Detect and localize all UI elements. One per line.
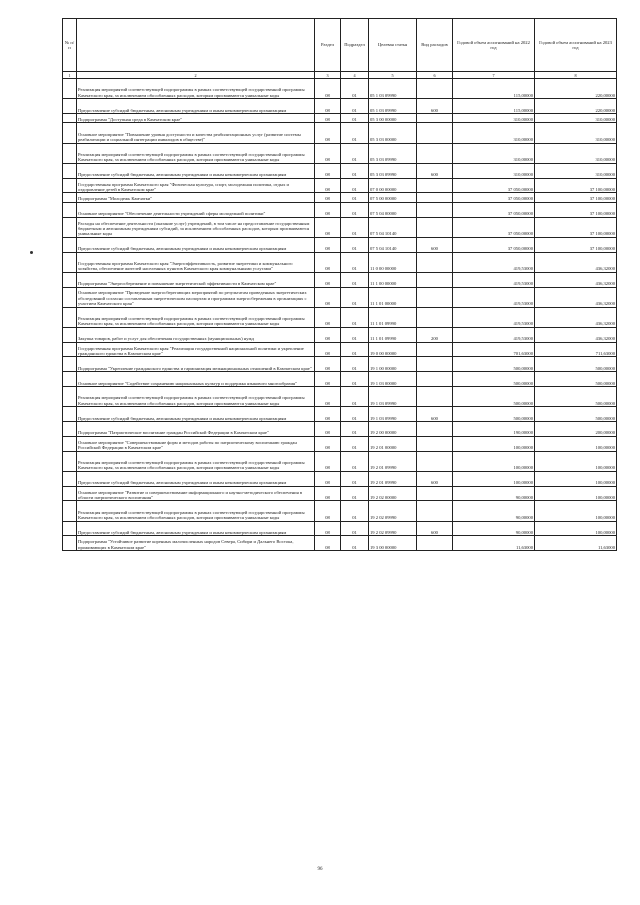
- row-amount-2022: 115,00000: [453, 79, 535, 99]
- row-target-article: 19 3 00 00000: [369, 536, 417, 551]
- row-amount-2022: 115,00000: [453, 99, 535, 114]
- row-expense-type: [417, 387, 453, 407]
- row-amount-2023: 310,00000: [535, 163, 617, 178]
- row-podrazdel: 01: [341, 113, 369, 122]
- row-amount-2022: 419,53000: [453, 272, 535, 287]
- row-number: [63, 501, 77, 521]
- row-razdel: 08: [315, 143, 341, 163]
- row-number: [63, 387, 77, 407]
- row-podrazdel: 01: [341, 287, 369, 307]
- row-podrazdel: 01: [341, 193, 369, 202]
- table-row: [63, 471, 617, 486]
- row-podrazdel: 01: [341, 327, 369, 342]
- row-description: Расходы на обеспечение деятельности (оказание услуг) учреждений, в том числе на предоставление государственным бюджетным и автономным учреждениям субсидий, за исключением обособленных расходов, которым присваиваются уникальные коды: [77, 217, 315, 237]
- row-description: Государственная программа Камчатского края "Физическая культура, спорт, молодежная политика, отдых и оздоровление детей в Камчатском крае": [77, 178, 315, 193]
- row-target-article: 19 1 00 00000: [369, 357, 417, 372]
- row-description: Основное мероприятие "Обеспечение деятельности учреждений сферы молодежной политики": [77, 202, 315, 217]
- row-razdel: 08: [315, 357, 341, 372]
- row-expense-type: 600: [417, 471, 453, 486]
- row-podrazdel: 01: [341, 422, 369, 437]
- row-target-article: 19 2 02 00000: [369, 486, 417, 501]
- row-podrazdel: 01: [341, 79, 369, 99]
- row-description: Подпрограмма "Патриотическое воспитание граждан Российской Федерации в Камчатском крае": [77, 422, 315, 437]
- row-expense-type: [417, 536, 453, 551]
- row-amount-2022: 100,00000: [453, 436, 535, 451]
- table-row: [63, 79, 617, 99]
- row-amount-2022: 90,00000: [453, 521, 535, 536]
- budget-table: [62, 18, 617, 551]
- row-target-article: 19 1 03 09990: [369, 387, 417, 407]
- row-amount-2023: 436,32000: [535, 287, 617, 307]
- row-target-article: 19 2 01 09990: [369, 471, 417, 486]
- row-expense-type: [417, 202, 453, 217]
- row-razdel: 08: [315, 163, 341, 178]
- row-number: [63, 202, 77, 217]
- row-amount-2023: 310,00000: [535, 143, 617, 163]
- row-amount-2022: 500,00000: [453, 357, 535, 372]
- row-expense-type: [417, 486, 453, 501]
- table-row: [63, 436, 617, 451]
- row-podrazdel: 01: [341, 99, 369, 114]
- row-description: Предоставление субсидий бюджетным, автономным учреждениям и иным некоммерческим организациям: [77, 237, 315, 252]
- table-row: [63, 407, 617, 422]
- table-row: [63, 193, 617, 202]
- row-podrazdel: 01: [341, 372, 369, 387]
- table-row: [63, 237, 617, 252]
- header-target-article: Целевая статья: [369, 19, 417, 72]
- row-description: Подпрограмма "Молодежь Камчатки": [77, 193, 315, 202]
- row-target-article: 07 5 04 10140: [369, 217, 417, 237]
- row-amount-2022: 500,00000: [453, 372, 535, 387]
- row-description: Подпрограмма "Доступная среда в Камчатском крае": [77, 113, 315, 122]
- row-amount-2023: 500,00000: [535, 407, 617, 422]
- row-podrazdel: 01: [341, 471, 369, 486]
- row-podrazdel: 01: [341, 501, 369, 521]
- row-amount-2022: 100,00000: [453, 451, 535, 471]
- row-description: Основное мероприятие "Совершенствование форм и методов работы по патриотическому воспитанию граждан Российской Федерации в Камчатском крае": [77, 436, 315, 451]
- row-razdel: 08: [315, 501, 341, 521]
- row-expense-type: 600: [417, 99, 453, 114]
- row-number: [63, 237, 77, 252]
- row-target-article: 19 2 01 00000: [369, 436, 417, 451]
- table-row: [63, 307, 617, 327]
- row-amount-2022: 419,53000: [453, 327, 535, 342]
- row-target-article: 05 3 03 09990: [369, 163, 417, 178]
- row-razdel: 08: [315, 372, 341, 387]
- table-row: [63, 521, 617, 536]
- row-number: [63, 372, 77, 387]
- row-amount-2022: 500,00000: [453, 407, 535, 422]
- row-description: Реализация мероприятий соответствующей подпрограммы в рамках соответствующей государственной программы Камчатского края, за исключением обособленных расходов, которым присваиваются уникальные коды: [77, 79, 315, 99]
- row-amount-2022: 37 050,00000: [453, 193, 535, 202]
- budget-rows: [63, 79, 617, 551]
- row-number: [63, 407, 77, 422]
- header-name: [77, 19, 315, 72]
- row-amount-2023: 436,32000: [535, 307, 617, 327]
- row-podrazdel: 01: [341, 272, 369, 287]
- row-razdel: 08: [315, 521, 341, 536]
- row-number: [63, 217, 77, 237]
- row-description: Основное мероприятие "Проведение энергосберегающих мероприятий по результатам проведенных энергетических обследований согласно составленным энергетическим паспортам и программам энергосбережения в организациях с участием Камчатского края": [77, 287, 315, 307]
- row-expense-type: [417, 79, 453, 99]
- row-amount-2023: 100,00000: [535, 486, 617, 501]
- row-expense-type: [417, 217, 453, 237]
- row-podrazdel: 01: [341, 202, 369, 217]
- table-row: [63, 217, 617, 237]
- page-number: 96: [317, 867, 323, 872]
- row-razdel: 08: [315, 123, 341, 143]
- row-expense-type: [417, 342, 453, 357]
- row-amount-2022: 37 050,00000: [453, 237, 535, 252]
- row-target-article: 19 0 00 00000: [369, 342, 417, 357]
- row-podrazdel: 01: [341, 123, 369, 143]
- row-amount-2023: 436,32000: [535, 272, 617, 287]
- row-amount-2023: 200,00000: [535, 422, 617, 437]
- row-podrazdel: 01: [341, 436, 369, 451]
- header-razdel: Раздел: [315, 19, 341, 72]
- row-podrazdel: 01: [341, 451, 369, 471]
- row-target-article: 05 3 03 00000: [369, 123, 417, 143]
- row-number: [63, 143, 77, 163]
- row-expense-type: 600: [417, 237, 453, 252]
- row-target-article: 19 1 03 00000: [369, 372, 417, 387]
- row-expense-type: [417, 287, 453, 307]
- column-index: 7: [453, 72, 535, 79]
- row-podrazdel: 01: [341, 407, 369, 422]
- row-amount-2022: 310,00000: [453, 143, 535, 163]
- row-expense-type: [417, 113, 453, 122]
- row-number: [63, 422, 77, 437]
- row-podrazdel: 01: [341, 486, 369, 501]
- row-amount-2022: 419,53000: [453, 252, 535, 272]
- row-description: Реализация мероприятий соответствующей подпрограммы в рамках соответствующей государственной программы Камчатского края, за исключением обособленных расходов, которым присваиваются уникальные коды: [77, 307, 315, 327]
- row-amount-2023: 310,00000: [535, 123, 617, 143]
- row-description: Подпрограмма "Устойчивое развитие коренных малочисленных народов Севера, Сибири и Дальнего Востока, проживающих в Камчатском крае": [77, 536, 315, 551]
- row-podrazdel: 01: [341, 237, 369, 252]
- row-target-article: 11 1 01 00000: [369, 287, 417, 307]
- row-description: Предоставление субсидий бюджетным, автономным учреждениям и иным некоммерческим организациям: [77, 99, 315, 114]
- row-razdel: 08: [315, 342, 341, 357]
- table-row: [63, 451, 617, 471]
- row-podrazdel: 01: [341, 521, 369, 536]
- table-row: [63, 163, 617, 178]
- row-target-article: 19 2 02 09990: [369, 521, 417, 536]
- row-amount-2023: 37 100,00000: [535, 178, 617, 193]
- row-amount-2023: 100,00000: [535, 501, 617, 521]
- row-razdel: 08: [315, 287, 341, 307]
- row-podrazdel: 01: [341, 178, 369, 193]
- row-target-article: 19 2 00 00000: [369, 422, 417, 437]
- row-expense-type: [417, 272, 453, 287]
- column-index: 5: [369, 72, 417, 79]
- table-row: [63, 272, 617, 287]
- row-amount-2022: 701,63000: [453, 342, 535, 357]
- table-row: [63, 372, 617, 387]
- table-row: [63, 422, 617, 437]
- row-amount-2023: 37 100,00000: [535, 217, 617, 237]
- row-podrazdel: 01: [341, 143, 369, 163]
- row-number: [63, 79, 77, 99]
- column-index-row: [63, 72, 617, 79]
- table-row: [63, 536, 617, 551]
- row-amount-2023: 436,32000: [535, 327, 617, 342]
- row-amount-2023: 100,00000: [535, 451, 617, 471]
- row-target-article: 05 1 03 09990: [369, 99, 417, 114]
- row-number: [63, 327, 77, 342]
- row-expense-type: [417, 193, 453, 202]
- column-index: 6: [417, 72, 453, 79]
- row-amount-2023: 37 100,00000: [535, 202, 617, 217]
- header-podrazdel: Подраздел: [341, 19, 369, 72]
- row-description: Государственная программа Камчатского края "Реализация государственной национальной политики и укрепление гражданского единства в Камчатском крае": [77, 342, 315, 357]
- row-razdel: 08: [315, 193, 341, 202]
- row-number: [63, 113, 77, 122]
- row-expense-type: 600: [417, 163, 453, 178]
- table-row: [63, 486, 617, 501]
- row-podrazdel: 01: [341, 252, 369, 272]
- row-number: [63, 287, 77, 307]
- row-razdel: 08: [315, 113, 341, 122]
- row-expense-type: 600: [417, 407, 453, 422]
- row-amount-2022: 419,53000: [453, 287, 535, 307]
- table-row: [63, 342, 617, 357]
- row-expense-type: [417, 422, 453, 437]
- row-amount-2023: 500,00000: [535, 372, 617, 387]
- row-target-article: 11 1 01 09990: [369, 327, 417, 342]
- row-amount-2022: 310,00000: [453, 123, 535, 143]
- row-razdel: 08: [315, 79, 341, 99]
- row-description: Предоставление субсидий бюджетным, автономным учреждениям и иным некоммерческим организациям: [77, 407, 315, 422]
- table-row: [63, 287, 617, 307]
- row-razdel: 08: [315, 99, 341, 114]
- row-expense-type: [417, 501, 453, 521]
- row-number: [63, 163, 77, 178]
- row-amount-2023: 100,00000: [535, 521, 617, 536]
- row-target-article: 11 1 00 00000: [369, 272, 417, 287]
- row-description: Основное мероприятие "Развитие и совершенствование информационного и научно-методического обеспечения в области патриотического воспитания": [77, 486, 315, 501]
- row-expense-type: 600: [417, 521, 453, 536]
- row-target-article: 11 0 00 00000: [369, 252, 417, 272]
- row-target-article: 07 5 04 00000: [369, 202, 417, 217]
- row-target-article: 05 1 03 09990: [369, 79, 417, 99]
- row-razdel: 08: [315, 217, 341, 237]
- row-amount-2023: 220,00000: [535, 99, 617, 114]
- row-description: Подпрограмма "Укрепление гражданского единства и гармонизация межнациональных отношений в Камчатском крае": [77, 357, 315, 372]
- row-razdel: 08: [315, 178, 341, 193]
- row-expense-type: [417, 123, 453, 143]
- row-amount-2023: 220,00000: [535, 79, 617, 99]
- row-razdel: 08: [315, 327, 341, 342]
- table-row: [63, 501, 617, 521]
- row-expense-type: [417, 451, 453, 471]
- row-razdel: 08: [315, 471, 341, 486]
- table-row: [63, 178, 617, 193]
- row-amount-2023: 500,00000: [535, 387, 617, 407]
- row-target-article: 19 1 03 09990: [369, 407, 417, 422]
- row-amount-2022: 37 050,00000: [453, 178, 535, 193]
- row-target-article: 05 3 03 09990: [369, 143, 417, 163]
- row-amount-2023: 37 100,00000: [535, 237, 617, 252]
- header-amount-2023: Годовой объем ассигнований на 2023 год: [535, 19, 617, 72]
- row-amount-2022: 11,63000: [453, 536, 535, 551]
- table-row: [63, 202, 617, 217]
- row-description: Реализация мероприятий соответствующей подпрограммы в рамках соответствующей государственной программы Камчатского края, за исключением обособленных расходов, которым присваиваются уникальные коды: [77, 451, 315, 471]
- row-expense-type: 200: [417, 327, 453, 342]
- row-description: Предоставление субсидий бюджетным, автономным учреждениям и иным некоммерческим организациям: [77, 521, 315, 536]
- table-row: [63, 143, 617, 163]
- row-target-article: 19 2 02 09990: [369, 501, 417, 521]
- row-target-article: 05 3 00 00000: [369, 113, 417, 122]
- row-expense-type: [417, 307, 453, 327]
- column-index: 4: [341, 72, 369, 79]
- row-amount-2023: 500,00000: [535, 357, 617, 372]
- table-row: [63, 252, 617, 272]
- header-expense-type: Вид расходов: [417, 19, 453, 72]
- row-amount-2023: 37 100,00000: [535, 193, 617, 202]
- row-target-article: 07 5 00 00000: [369, 193, 417, 202]
- row-razdel: 08: [315, 387, 341, 407]
- row-amount-2023: 436,32000: [535, 252, 617, 272]
- row-description: Основное мероприятие "Содействие сохранению национальных культур и поддержка языкового многообразия": [77, 372, 315, 387]
- row-description: Основное мероприятие "Повышение уровня доступности и качества реабилитационных услуг (развитие системы реабилитации и социальной интеграции инвалидов в обществе)": [77, 123, 315, 143]
- row-description: Государственная программа Камчатского края "Энергоэффективность, развитие энергетики и коммунального хозяйства, обеспечение жителей населенных пунктов Камчатского края коммунальными услугами": [77, 252, 315, 272]
- row-razdel: 08: [315, 451, 341, 471]
- table-header-row: [63, 19, 617, 72]
- row-target-article: 07 5 04 10140: [369, 237, 417, 252]
- row-razdel: 08: [315, 436, 341, 451]
- row-number: [63, 342, 77, 357]
- header-num: № п/п: [63, 19, 77, 72]
- row-podrazdel: 01: [341, 342, 369, 357]
- margin-mark: [30, 251, 33, 254]
- row-number: [63, 252, 77, 272]
- row-amount-2022: 100,00000: [453, 471, 535, 486]
- table-row: [63, 123, 617, 143]
- row-amount-2023: 310,00000: [535, 113, 617, 122]
- table-row: [63, 357, 617, 372]
- row-amount-2022: 310,00000: [453, 113, 535, 122]
- row-podrazdel: 01: [341, 163, 369, 178]
- table-row: [63, 113, 617, 122]
- row-amount-2022: 37 050,00000: [453, 202, 535, 217]
- column-index: 8: [535, 72, 617, 79]
- row-podrazdel: 01: [341, 387, 369, 407]
- row-expense-type: [417, 143, 453, 163]
- row-description: Реализация мероприятий соответствующей подпрограммы в рамках соответствующей государственной программы Камчатского края, за исключением обособленных расходов, которым присваиваются уникальные коды: [77, 501, 315, 521]
- row-amount-2023: 711,63000: [535, 342, 617, 357]
- row-number: [63, 357, 77, 372]
- table-row: [63, 327, 617, 342]
- row-description: Подпрограмма "Энергосбережение и повышение энергетической эффективности в Камчатском крае": [77, 272, 315, 287]
- row-razdel: 08: [315, 202, 341, 217]
- row-number: [63, 178, 77, 193]
- row-amount-2022: 190,00000: [453, 422, 535, 437]
- row-amount-2022: 37 050,00000: [453, 217, 535, 237]
- row-description: Реализация мероприятий соответствующей подпрограммы в рамках соответствующей государственной программы Камчатского края, за исключением обособленных расходов, которым присваиваются уникальные коды: [77, 143, 315, 163]
- row-target-article: 11 1 01 09990: [369, 307, 417, 327]
- row-podrazdel: 01: [341, 307, 369, 327]
- row-target-article: 19 2 01 09990: [369, 451, 417, 471]
- row-number: [63, 471, 77, 486]
- row-expense-type: [417, 436, 453, 451]
- row-number: [63, 193, 77, 202]
- row-description: Реализация мероприятий соответствующей подпрограммы в рамках соответствующей государственной программы Камчатского края, за исключением обособленных расходов, которым присваиваются уникальные коды: [77, 387, 315, 407]
- row-razdel: 08: [315, 237, 341, 252]
- row-amount-2022: 419,53000: [453, 307, 535, 327]
- row-amount-2022: 90,00000: [453, 486, 535, 501]
- row-razdel: 08: [315, 486, 341, 501]
- row-number: [63, 307, 77, 327]
- row-amount-2023: 11,63000: [535, 536, 617, 551]
- row-amount-2022: 310,00000: [453, 163, 535, 178]
- row-razdel: 08: [315, 307, 341, 327]
- row-razdel: 08: [315, 422, 341, 437]
- row-number: [63, 99, 77, 114]
- row-razdel: 08: [315, 407, 341, 422]
- column-index: 1: [63, 72, 77, 79]
- column-index: 2: [77, 72, 315, 79]
- row-podrazdel: 01: [341, 536, 369, 551]
- row-number: [63, 451, 77, 471]
- table-row: [63, 99, 617, 114]
- row-amount-2023: 100,00000: [535, 471, 617, 486]
- row-description: Предоставление субсидий бюджетным, автономным учреждениям и иным некоммерческим организациям: [77, 163, 315, 178]
- row-number: [63, 486, 77, 501]
- row-razdel: 08: [315, 252, 341, 272]
- row-target-article: 07 0 00 00000: [369, 178, 417, 193]
- row-description: Закупка товаров, работ и услуг для обеспечения государственных (муниципальных) нужд: [77, 327, 315, 342]
- column-index: 3: [315, 72, 341, 79]
- row-razdel: 08: [315, 272, 341, 287]
- row-number: [63, 436, 77, 451]
- row-number: [63, 536, 77, 551]
- row-description: Предоставление субсидий бюджетным, автономным учреждениям и иным некоммерческим организациям: [77, 471, 315, 486]
- row-expense-type: [417, 252, 453, 272]
- row-razdel: 08: [315, 536, 341, 551]
- row-number: [63, 123, 77, 143]
- row-expense-type: [417, 178, 453, 193]
- row-amount-2022: 500,00000: [453, 387, 535, 407]
- row-amount-2022: 90,00000: [453, 501, 535, 521]
- budget-sheet: [62, 18, 616, 551]
- table-row: [63, 387, 617, 407]
- header-amount-2022: Годовой объем ассигнований на 2022 год: [453, 19, 535, 72]
- row-number: [63, 521, 77, 536]
- row-expense-type: [417, 357, 453, 372]
- row-expense-type: [417, 372, 453, 387]
- row-amount-2023: 100,00000: [535, 436, 617, 451]
- row-number: [63, 272, 77, 287]
- row-podrazdel: 01: [341, 217, 369, 237]
- row-podrazdel: 01: [341, 357, 369, 372]
